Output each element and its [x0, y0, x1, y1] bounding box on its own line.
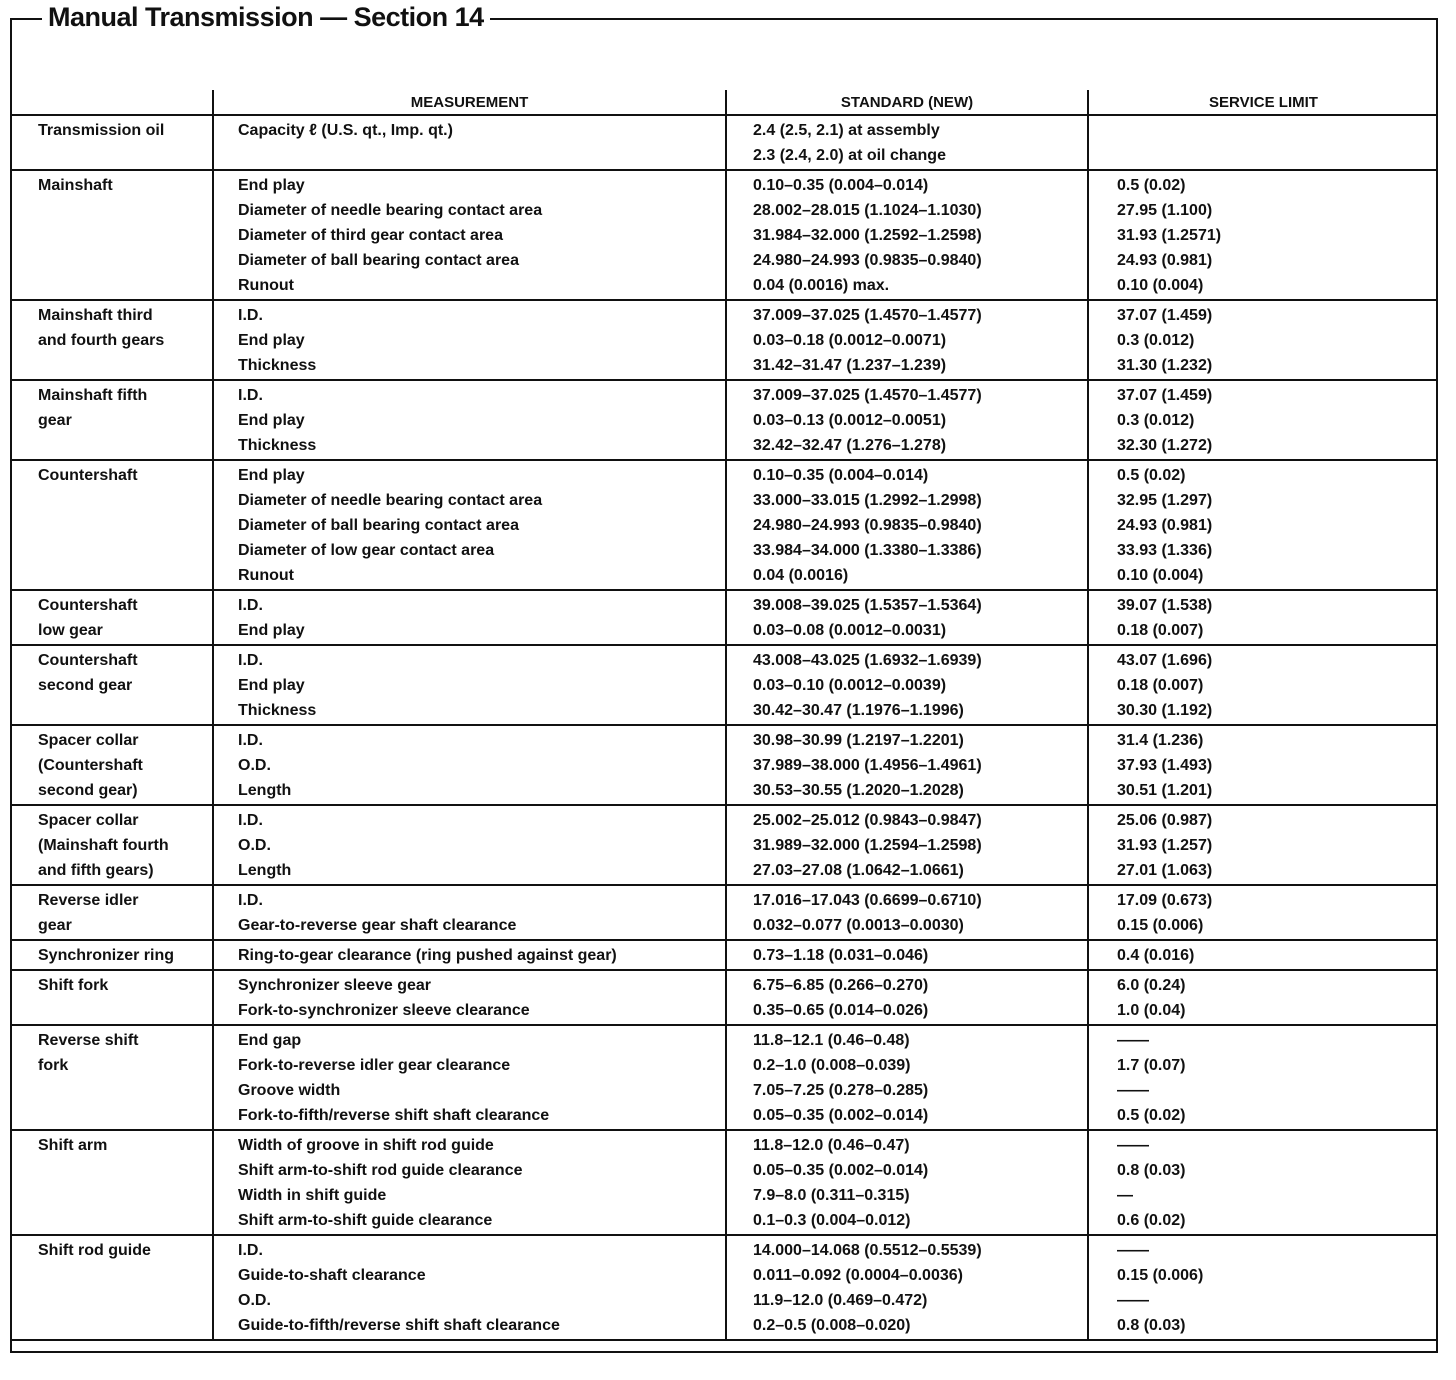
- measurement-line: Fork-to-reverse idler gear clearance: [238, 1057, 511, 1074]
- measurement-line: End play: [238, 412, 305, 429]
- measurement-cell: [213, 940, 726, 970]
- component-line: low gear: [38, 622, 103, 639]
- measurement-line: Gear-to-reverse gear shaft clearance: [238, 917, 517, 934]
- component-line: Countershaft: [38, 652, 138, 669]
- standard-line: 43.008–43.025 (1.6932–1.6939): [753, 652, 982, 669]
- measurement-line: Guide-to-shaft clearance: [238, 1267, 426, 1284]
- service-limit-line: 30.51 (1.201): [1117, 782, 1213, 799]
- measurement-line: I.D.: [238, 652, 263, 669]
- component-cell: [10, 115, 213, 170]
- table-row: [10, 170, 1438, 300]
- service-limit-cell: [1088, 970, 1438, 1025]
- measurement-line: Thickness: [238, 357, 317, 374]
- standard-cell: [726, 300, 1088, 380]
- standard-line: 0.1–0.3 (0.004–0.012): [753, 1212, 911, 1229]
- standard-line: 0.10–0.35 (0.004–0.014): [753, 177, 929, 194]
- standard-cell: [726, 970, 1088, 1025]
- measurement-cell: [213, 970, 726, 1025]
- service-limit-line: [1117, 118, 1434, 143]
- measurement-line: Diameter of ball bearing contact area: [238, 252, 519, 269]
- measurement-cell: [213, 300, 726, 380]
- service-limit-line: 30.30 (1.192): [1117, 702, 1213, 719]
- service-limit-line: ——: [1117, 1032, 1149, 1049]
- component-line: second gear): [38, 782, 138, 799]
- measurement-line: O.D.: [238, 757, 271, 774]
- standard-line: 0.011–0.092 (0.0004–0.0036): [753, 1267, 963, 1284]
- service-limit-line: ——: [1117, 1242, 1149, 1259]
- measurement-line: Width in shift guide: [238, 1187, 387, 1204]
- service-limit-line: 32.30 (1.272): [1117, 437, 1213, 454]
- standard-line: 0.03–0.13 (0.0012–0.0051): [753, 412, 947, 429]
- measurement-line: Width of groove in shift rod guide: [238, 1137, 494, 1154]
- table-row: [10, 115, 1438, 170]
- measurement-cell: [213, 590, 726, 645]
- measurement-line: Ring-to-gear clearance (ring pushed against gear): [238, 947, 617, 964]
- component-cell: [10, 460, 213, 590]
- service-limit-cell: [1088, 115, 1438, 170]
- standard-cell: [726, 115, 1088, 170]
- component-cell: [10, 300, 213, 380]
- component-line: Transmission oil: [38, 122, 165, 139]
- standard-line: 14.000–14.068 (0.5512–0.5539): [753, 1242, 982, 1259]
- component-cell: [10, 885, 213, 940]
- standard-line: 28.002–28.015 (1.1024–1.1030): [753, 202, 982, 219]
- measurement-cell: [213, 380, 726, 460]
- standard-line: 11.9–12.0 (0.469–0.472): [753, 1292, 928, 1309]
- service-limit-line: 6.0 (0.24): [1117, 977, 1186, 994]
- table-row: [10, 460, 1438, 590]
- service-limit-line: 31.4 (1.236): [1117, 732, 1204, 749]
- measurement-line: Runout: [238, 567, 294, 584]
- table-row: [10, 1025, 1438, 1130]
- standard-line: 6.75–6.85 (0.266–0.270): [753, 977, 929, 994]
- component-cell: [10, 170, 213, 300]
- measurement-cell: [213, 1235, 726, 1340]
- measurement-line: End play: [238, 467, 305, 484]
- measurement-line: I.D.: [238, 307, 263, 324]
- measurement-line: Thickness: [238, 437, 317, 454]
- service-limit-line: 27.01 (1.063): [1117, 862, 1213, 879]
- service-limit-line: 17.09 (0.673): [1117, 892, 1213, 909]
- service-limit-line: 24.93 (0.981): [1117, 517, 1213, 534]
- standard-cell: [726, 725, 1088, 805]
- standard-line: 31.42–31.47 (1.237–1.239): [753, 357, 947, 374]
- measurement-line: I.D.: [238, 732, 263, 749]
- standard-line: 24.980–24.993 (0.9835–0.9840): [753, 252, 982, 269]
- measurement-line: I.D.: [238, 1242, 263, 1259]
- measurement-line: Diameter of needle bearing contact area: [238, 202, 543, 219]
- measurement-line: Fork-to-fifth/reverse shift shaft clearance: [238, 1107, 550, 1124]
- measurement-cell: [213, 725, 726, 805]
- standard-line: 0.35–0.65 (0.014–0.026): [753, 1002, 929, 1019]
- service-limit-line: 1.0 (0.04): [1117, 1002, 1186, 1019]
- service-limit-line: 0.10 (0.004): [1117, 277, 1204, 294]
- table-row: [10, 1235, 1438, 1340]
- standard-line: 0.03–0.18 (0.0012–0.0071): [753, 332, 947, 349]
- service-limit-cell: [1088, 645, 1438, 725]
- measurement-cell: [213, 460, 726, 590]
- measurement-line: I.D.: [238, 812, 263, 829]
- table-row: [10, 300, 1438, 380]
- measurement-line: Diameter of third gear contact area: [238, 227, 503, 244]
- standard-cell: [726, 590, 1088, 645]
- standard-line: 30.53–30.55 (1.2020–1.2028): [753, 782, 964, 799]
- service-limit-line: ——: [1117, 1292, 1149, 1309]
- measurement-line: I.D.: [238, 892, 263, 909]
- service-limit-cell: [1088, 590, 1438, 645]
- standard-cell: [726, 940, 1088, 970]
- component-cell: [10, 1025, 213, 1130]
- service-limit-line: 37.07 (1.459): [1117, 307, 1213, 324]
- standard-line: 0.10–0.35 (0.004–0.014): [753, 467, 929, 484]
- service-limit-cell: [1088, 460, 1438, 590]
- component-line: and fifth gears): [38, 862, 154, 879]
- standard-cell: [726, 1130, 1088, 1235]
- measurement-cell: [213, 1130, 726, 1235]
- service-limit-cell: [1088, 1235, 1438, 1340]
- standard-line: 0.03–0.08 (0.0012–0.0031): [753, 622, 947, 639]
- header-row: [10, 90, 1438, 115]
- measurement-line: End gap: [238, 1032, 302, 1049]
- service-limit-cell: [1088, 725, 1438, 805]
- measurement-cell: [213, 645, 726, 725]
- service-limit-line: 27.95 (1.100): [1117, 202, 1213, 219]
- component-line: (Countershaft: [38, 757, 143, 774]
- component-line: Spacer collar: [38, 732, 139, 749]
- service-limit-line: 0.5 (0.02): [1117, 467, 1186, 484]
- header-component: [10, 90, 213, 115]
- measurement-line: End play: [238, 622, 305, 639]
- service-limit-line: 43.07 (1.696): [1117, 652, 1213, 669]
- component-line: gear: [38, 917, 72, 934]
- standard-line: 37.989–38.000 (1.4956–1.4961): [753, 757, 982, 774]
- measurement-cell: [213, 1025, 726, 1130]
- service-limit-line: 0.4 (0.016): [1117, 947, 1195, 964]
- standard-line: 0.04 (0.0016) max.: [753, 277, 890, 294]
- table-row: [10, 885, 1438, 940]
- standard-line: 25.002–25.012 (0.9843–0.9847): [753, 812, 982, 829]
- standard-line: 0.03–0.10 (0.0012–0.0039): [753, 677, 947, 694]
- component-cell: [10, 1235, 213, 1340]
- standard-line: 0.04 (0.0016): [753, 567, 849, 584]
- service-limit-line: 32.95 (1.297): [1117, 492, 1213, 509]
- service-limit-line: 0.5 (0.02): [1117, 177, 1186, 194]
- standard-cell: [726, 460, 1088, 590]
- component-line: Spacer collar: [38, 812, 139, 829]
- component-line: Countershaft: [38, 467, 138, 484]
- service-limit-line: 0.18 (0.007): [1117, 622, 1204, 639]
- table-row: [10, 1130, 1438, 1235]
- service-limit-line: 0.10 (0.004): [1117, 567, 1204, 584]
- component-cell: [10, 940, 213, 970]
- measurement-line: End play: [238, 177, 305, 194]
- service-limit-line: 0.15 (0.006): [1117, 1267, 1204, 1284]
- component-line: second gear: [38, 677, 133, 694]
- table-row: [10, 805, 1438, 885]
- standard-line: 37.009–37.025 (1.4570–1.4577): [753, 307, 982, 324]
- component-cell: [10, 380, 213, 460]
- service-limit-cell: [1088, 170, 1438, 300]
- standard-cell: [726, 170, 1088, 300]
- standard-cell: [726, 1235, 1088, 1340]
- service-limit-line: 0.6 (0.02): [1117, 1212, 1186, 1229]
- component-cell: [10, 590, 213, 645]
- standard-line: 17.016–17.043 (0.6699–0.6710): [753, 892, 982, 909]
- standard-line: 33.000–33.015 (1.2992–1.2998): [753, 492, 982, 509]
- measurement-line: I.D.: [238, 597, 263, 614]
- standard-line: 31.984–32.000 (1.2592–1.2598): [753, 227, 982, 244]
- component-cell: [10, 970, 213, 1025]
- measurement-line: Guide-to-fifth/reverse shift shaft clearance: [238, 1317, 560, 1334]
- component-line: Synchronizer ring: [38, 947, 175, 964]
- measurement-line: Length: [238, 862, 292, 879]
- component-line: Mainshaft third: [38, 307, 153, 324]
- service-limit-cell: [1088, 1130, 1438, 1235]
- standard-line: 31.989–32.000 (1.2594–1.2598): [753, 837, 982, 854]
- component-line: Mainshaft fifth: [38, 387, 148, 404]
- component-cell: [10, 805, 213, 885]
- component-line: Mainshaft: [38, 177, 113, 194]
- table-row: [10, 590, 1438, 645]
- standard-line: 2.4 (2.5, 2.1) at assembly: [753, 122, 940, 139]
- standard-line: 7.05–7.25 (0.278–0.285): [753, 1082, 929, 1099]
- measurement-line: End play: [238, 332, 305, 349]
- standard-line: 0.05–0.35 (0.002–0.014): [753, 1107, 929, 1124]
- measurement-cell: [213, 170, 726, 300]
- service-limit-line: —: [1117, 1187, 1133, 1204]
- measurement-line: O.D.: [238, 1292, 271, 1309]
- page-title: Manual Transmission — Section 14: [42, 0, 490, 34]
- service-limit-line: ——: [1117, 1137, 1149, 1154]
- standard-line: 11.8–12.1 (0.46–0.48): [753, 1032, 910, 1049]
- component-line: fork: [38, 1057, 69, 1074]
- measurement-line: I.D.: [238, 387, 263, 404]
- service-limit-cell: [1088, 885, 1438, 940]
- component-cell: [10, 645, 213, 725]
- service-limit-cell: [1088, 380, 1438, 460]
- standard-line: 0.05–0.35 (0.002–0.014): [753, 1162, 929, 1179]
- table-row: [10, 645, 1438, 725]
- measurement-cell: [213, 805, 726, 885]
- component-line: Countershaft: [38, 597, 138, 614]
- standard-line: 37.009–37.025 (1.4570–1.4577): [753, 387, 982, 404]
- service-limit-line: 31.30 (1.232): [1117, 357, 1213, 374]
- service-limit-line: 24.93 (0.981): [1117, 252, 1213, 269]
- measurement-line: Capacity ℓ (U.S. qt., Imp. qt.): [238, 122, 453, 139]
- component-line: Reverse idler: [38, 892, 139, 909]
- spec-table: [10, 90, 1438, 1341]
- service-limit-line: 0.15 (0.006): [1117, 917, 1204, 934]
- service-limit-cell: [1088, 1025, 1438, 1130]
- service-limit-line: 31.93 (1.257): [1117, 837, 1213, 854]
- standard-line: 7.9–8.0 (0.311–0.315): [753, 1187, 910, 1204]
- service-limit-line: 0.18 (0.007): [1117, 677, 1204, 694]
- standard-line: 32.42–32.47 (1.276–1.278): [753, 437, 947, 454]
- component-line: Shift rod guide: [38, 1242, 151, 1259]
- standard-cell: [726, 885, 1088, 940]
- measurement-line: Fork-to-synchronizer sleeve clearance: [238, 1002, 530, 1019]
- service-limit-line: 1.7 (0.07): [1117, 1057, 1186, 1074]
- measurement-line: Thickness: [238, 702, 317, 719]
- standard-line: 0.2–1.0 (0.008–0.039): [753, 1057, 911, 1074]
- measurement-line: Runout: [238, 277, 294, 294]
- component-cell: [10, 725, 213, 805]
- table-row: [10, 970, 1438, 1025]
- component-line: Shift fork: [38, 977, 109, 994]
- standard-line: 39.008–39.025 (1.5357–1.5364): [753, 597, 982, 614]
- standard-line: 27.03–27.08 (1.0642–1.0661): [753, 862, 964, 879]
- standard-cell: [726, 380, 1088, 460]
- measurement-line: Length: [238, 782, 292, 799]
- standard-line: 11.8–12.0 (0.46–0.47): [753, 1137, 910, 1154]
- service-limit-line: 0.5 (0.02): [1117, 1107, 1186, 1124]
- standard-cell: [726, 645, 1088, 725]
- service-limit-line: 0.3 (0.012): [1117, 332, 1195, 349]
- measurement-line: Groove width: [238, 1082, 341, 1099]
- table-row: [10, 725, 1438, 805]
- service-limit-line: 37.07 (1.459): [1117, 387, 1213, 404]
- standard-line: 0.2–0.5 (0.008–0.020): [753, 1317, 911, 1334]
- service-limit-line: 39.07 (1.538): [1117, 597, 1213, 614]
- standard-line: 30.98–30.99 (1.2197–1.2201): [753, 732, 964, 749]
- table-row: [10, 380, 1438, 460]
- measurement-line: Diameter of low gear contact area: [238, 542, 495, 559]
- service-limit-line: 0.8 (0.03): [1117, 1317, 1186, 1334]
- standard-line: 24.980–24.993 (0.9835–0.9840): [753, 517, 982, 534]
- measurement-line: Synchronizer sleeve gear: [238, 977, 431, 994]
- component-line: Shift arm: [38, 1137, 108, 1154]
- spec-table-body: [10, 115, 1438, 1340]
- standard-cell: [726, 1025, 1088, 1130]
- header-service-limit: SERVICE LIMIT: [1088, 90, 1438, 115]
- service-limit-line: 0.8 (0.03): [1117, 1162, 1186, 1179]
- measurement-line: Shift arm-to-shift guide clearance: [238, 1212, 493, 1229]
- service-limit-line: 33.93 (1.336): [1117, 542, 1213, 559]
- standard-line: 30.42–30.47 (1.1976–1.1996): [753, 702, 964, 719]
- component-line: and fourth gears: [38, 332, 165, 349]
- standard-line: 0.032–0.077 (0.0013–0.0030): [753, 917, 964, 934]
- service-limit-line: 31.93 (1.2571): [1117, 227, 1222, 244]
- service-limit-cell: [1088, 300, 1438, 380]
- service-limit-line: 25.06 (0.987): [1117, 812, 1213, 829]
- standard-cell: [726, 805, 1088, 885]
- measurement-line: End play: [238, 677, 305, 694]
- header-standard: STANDARD (NEW): [726, 90, 1088, 115]
- component-line: gear: [38, 412, 72, 429]
- service-limit-line: 37.93 (1.493): [1117, 757, 1213, 774]
- component-line: Reverse shift: [38, 1032, 139, 1049]
- service-limit-cell: [1088, 940, 1438, 970]
- measurement-line: Shift arm-to-shift rod guide clearance: [238, 1162, 523, 1179]
- header-measurement: MEASUREMENT: [213, 90, 726, 115]
- standard-line: 0.73–1.18 (0.031–0.046): [753, 947, 929, 964]
- component-line: (Mainshaft fourth: [38, 837, 169, 854]
- component-cell: [10, 1130, 213, 1235]
- measurement-line: O.D.: [238, 837, 271, 854]
- service-limit-line: 0.3 (0.012): [1117, 412, 1195, 429]
- service-limit-cell: [1088, 805, 1438, 885]
- table-row: [10, 940, 1438, 970]
- measurement-line: Diameter of needle bearing contact area: [238, 492, 543, 509]
- measurement-cell: [213, 885, 726, 940]
- measurement-line: Diameter of ball bearing contact area: [238, 517, 519, 534]
- measurement-cell: [213, 115, 726, 170]
- standard-line: 2.3 (2.4, 2.0) at oil change: [753, 147, 946, 164]
- service-limit-line: ——: [1117, 1082, 1149, 1099]
- standard-line: 33.984–34.000 (1.3380–1.3386): [753, 542, 982, 559]
